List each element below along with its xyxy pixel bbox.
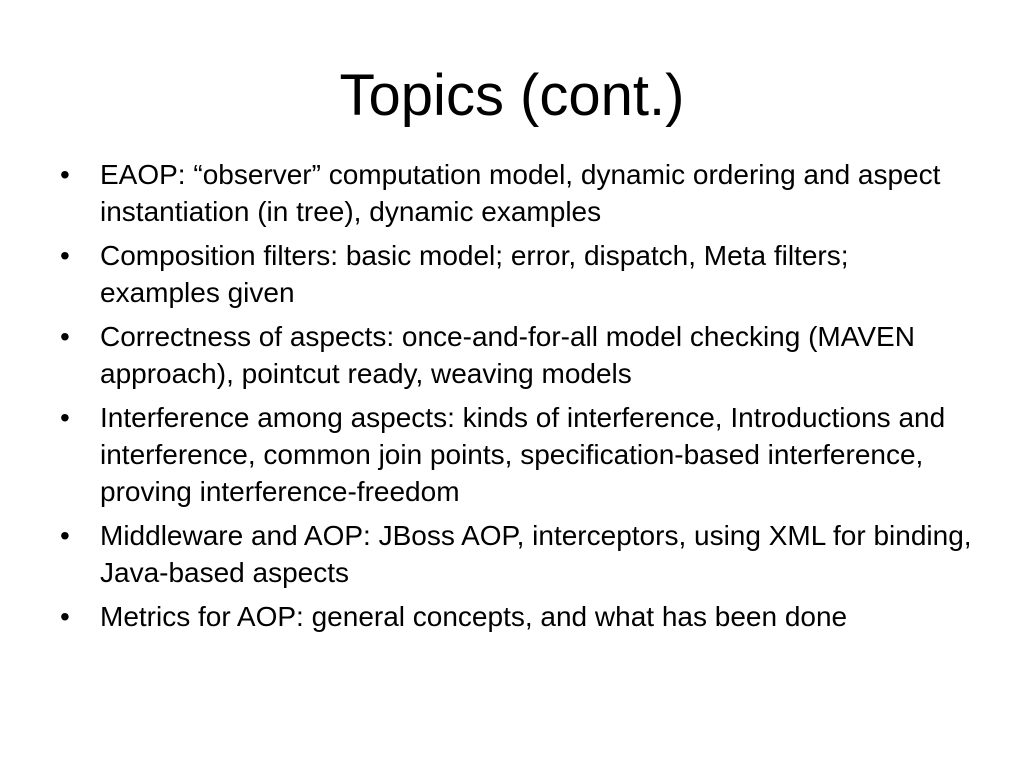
slide-title: Topics (cont.) xyxy=(339,63,685,128)
bullet-item-composition-filters xyxy=(56,237,976,311)
bullet-dot-icon: • xyxy=(60,159,70,190)
bullet-item-middleware xyxy=(56,517,976,591)
bullet-dot-icon: • xyxy=(60,601,70,632)
bullet-item-interference xyxy=(56,399,976,510)
bullet-item-correctness xyxy=(56,318,976,392)
bullet-item-metrics xyxy=(56,598,976,635)
bullet-text: Correctness of aspects: once-and-for-all model checking (MAVEN approach), pointcut ready, weaving models xyxy=(100,321,915,389)
bullet-dot-icon: • xyxy=(60,402,70,433)
bullet-text: Middleware and AOP: JBoss AOP, interceptors, using XML for binding, Java-based aspects xyxy=(100,520,972,588)
bullet-dot-icon: • xyxy=(60,520,70,551)
bullet-list xyxy=(56,156,976,642)
bullet-text: Metrics for AOP: general concepts, and what has been done xyxy=(100,601,848,632)
bullet-dot-icon: • xyxy=(60,240,70,271)
bullet-item-eaop xyxy=(56,156,976,230)
bullet-text: Interference among aspects: kinds of interference, Introductions and interference, common join points, specification-based interference, proving interference-freedom xyxy=(100,402,946,507)
bullet-text: Composition filters: basic model; error, dispatch, Meta filters; examples given xyxy=(100,240,849,308)
bullet-dot-icon: • xyxy=(60,321,70,352)
bullet-text: EAOP: “observer” computation model, dynamic ordering and aspect instantiation (in tree), dynamic examples xyxy=(100,159,941,227)
